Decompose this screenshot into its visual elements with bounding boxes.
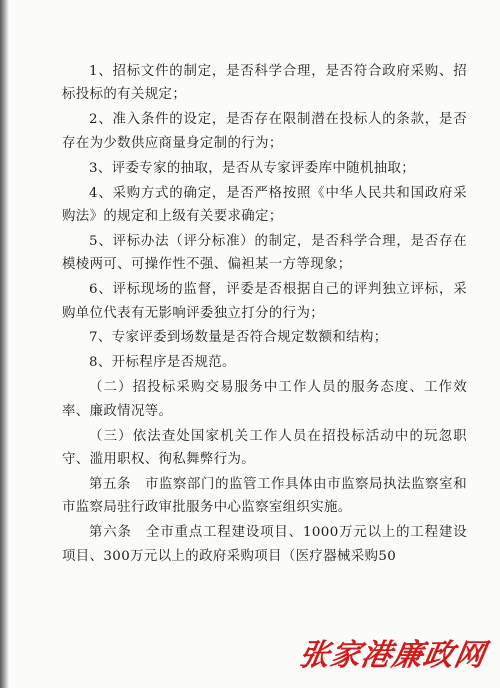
clause-7: 7、专家评委到场数量是否符合规定数额和结构； xyxy=(89,330,388,346)
article-five: 第五条 市监察部门的监管工作具体由市监察局执法监察室和市监察局驻行政审批服务中心监察室组织实施。 xyxy=(62,476,467,516)
section-three: （三）依法查处国家机关工作人员在招投标活动中的玩忽职守、滥用职权、徇私舞弊行为。 xyxy=(62,428,467,467)
clause-2: 2、准入条件的设定，是否存在限制潜在投标人的条款，是否存在为少数供应商量身定制的行为； xyxy=(62,112,467,151)
section-two: （二）招投标采购交易服务中工作人员的服务态度、工作效率、廉政情况等。 xyxy=(62,380,467,419)
scan-edge-shadow xyxy=(0,0,9,688)
document-body xyxy=(62,60,467,570)
site-watermark-logo: 张家港廉政网 xyxy=(296,638,489,673)
clause-3: 3、评委专家的抽取，是否从专家评委库中随机抽取； xyxy=(89,160,416,176)
article-six: 第六条 全市重点工程建设项目、1000万元以上的工程建设项目、300万元以上的政府采购项目（医疗器械采购50 xyxy=(62,525,467,564)
clause-4: 4、采购方式的确定，是否严格按照《中华人民共和国政府采购法》的规定和上级有关要求确定； xyxy=(62,185,467,224)
clause-5: 5、评标办法（评分标准）的制定，是否科学合理，是否存在模棱两可、可操作性不强、偏袒某一方等现象； xyxy=(62,233,467,273)
clause-6: 6、评标现场的监督，评委是否根据自己的评判独立评标，采购单位代表有无影响评委独立打分的行为； xyxy=(62,282,467,321)
clause-8: 8、开标程序是否规范。 xyxy=(89,355,236,371)
clause-1: 1、招标文件的制定，是否科学合理，是否符合政府采购、招标投标的有关规定； xyxy=(62,64,467,103)
